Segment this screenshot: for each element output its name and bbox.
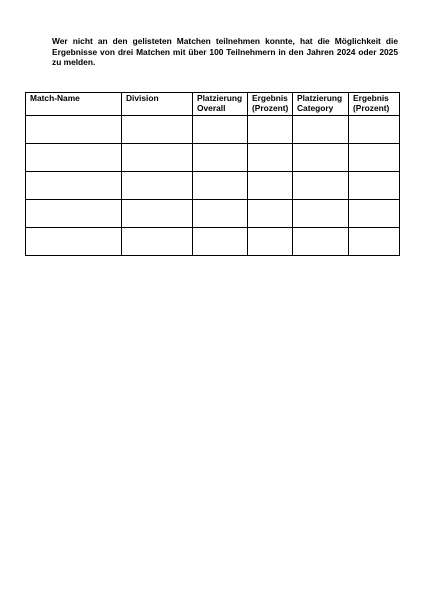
header-platzierung-overall (193, 93, 248, 116)
cell-division[interactable] (122, 116, 193, 144)
table-body (26, 116, 400, 256)
cell-platzierung-overall[interactable] (193, 116, 248, 144)
header-label: Platzierung (297, 93, 343, 103)
cell-platzierung-category[interactable] (293, 116, 349, 144)
results-table (25, 92, 400, 256)
cell-ergebnis-prozent-1[interactable] (248, 116, 293, 144)
cell-ergebnis-prozent-2[interactable] (349, 200, 400, 228)
header-ergebnis-prozent-2 (349, 93, 400, 116)
cell-division[interactable] (122, 172, 193, 200)
cell-division[interactable] (122, 200, 193, 228)
cell-platzierung-category[interactable] (293, 200, 349, 228)
header-ergebnis-prozent-1 (248, 93, 293, 116)
cell-ergebnis-prozent-1[interactable] (248, 200, 293, 228)
header-match-name (26, 93, 122, 116)
cell-ergebnis-prozent-2[interactable] (349, 144, 400, 172)
cell-platzierung-category[interactable] (293, 172, 349, 200)
table-row (26, 200, 400, 228)
table-header-row (26, 93, 400, 116)
table-row (26, 228, 400, 256)
header-division (122, 93, 193, 116)
cell-platzierung-overall[interactable] (193, 228, 248, 256)
cell-platzierung-overall[interactable] (193, 172, 248, 200)
cell-ergebnis-prozent-2[interactable] (349, 228, 400, 256)
cell-ergebnis-prozent-1[interactable] (248, 144, 293, 172)
table-row (26, 172, 400, 200)
cell-match-name[interactable] (26, 200, 122, 228)
header-label: Platzierung (197, 93, 243, 103)
header-label-line2: Overall (197, 102, 226, 113)
cell-match-name[interactable] (26, 116, 122, 144)
table-row (26, 116, 400, 144)
cell-match-name[interactable] (26, 172, 122, 200)
cell-ergebnis-prozent-2[interactable] (349, 116, 400, 144)
header-label-line2: (Prozent) (353, 102, 390, 113)
cell-platzierung-overall[interactable] (193, 200, 248, 228)
cell-match-name[interactable] (26, 228, 122, 256)
intro-paragraph: Wer nicht an den gelisteten Matchen teilnehmen konnte, hat die Möglichkeit die Ergebnisse von drei Matchen mit über 100 Teilnehmern in den Jahren 2024 oder 2025 zu melden. (52, 36, 398, 68)
header-label: Ergebnis (353, 93, 389, 103)
header-label: Division (126, 93, 159, 103)
table-row (26, 144, 400, 172)
cell-ergebnis-prozent-1[interactable] (248, 228, 293, 256)
cell-platzierung-category[interactable] (293, 144, 349, 172)
cell-ergebnis-prozent-2[interactable] (349, 172, 400, 200)
header-label-line2: (Prozent) (252, 102, 289, 113)
cell-match-name[interactable] (26, 144, 122, 172)
cell-platzierung-category[interactable] (293, 228, 349, 256)
cell-ergebnis-prozent-1[interactable] (248, 172, 293, 200)
header-label: Ergebnis (252, 93, 288, 103)
header-platzierung-category (293, 93, 349, 116)
cell-division[interactable] (122, 144, 193, 172)
cell-platzierung-overall[interactable] (193, 144, 248, 172)
cell-division[interactable] (122, 228, 193, 256)
header-label-line2: Category (297, 102, 334, 113)
header-label: Match-Name (30, 93, 80, 103)
